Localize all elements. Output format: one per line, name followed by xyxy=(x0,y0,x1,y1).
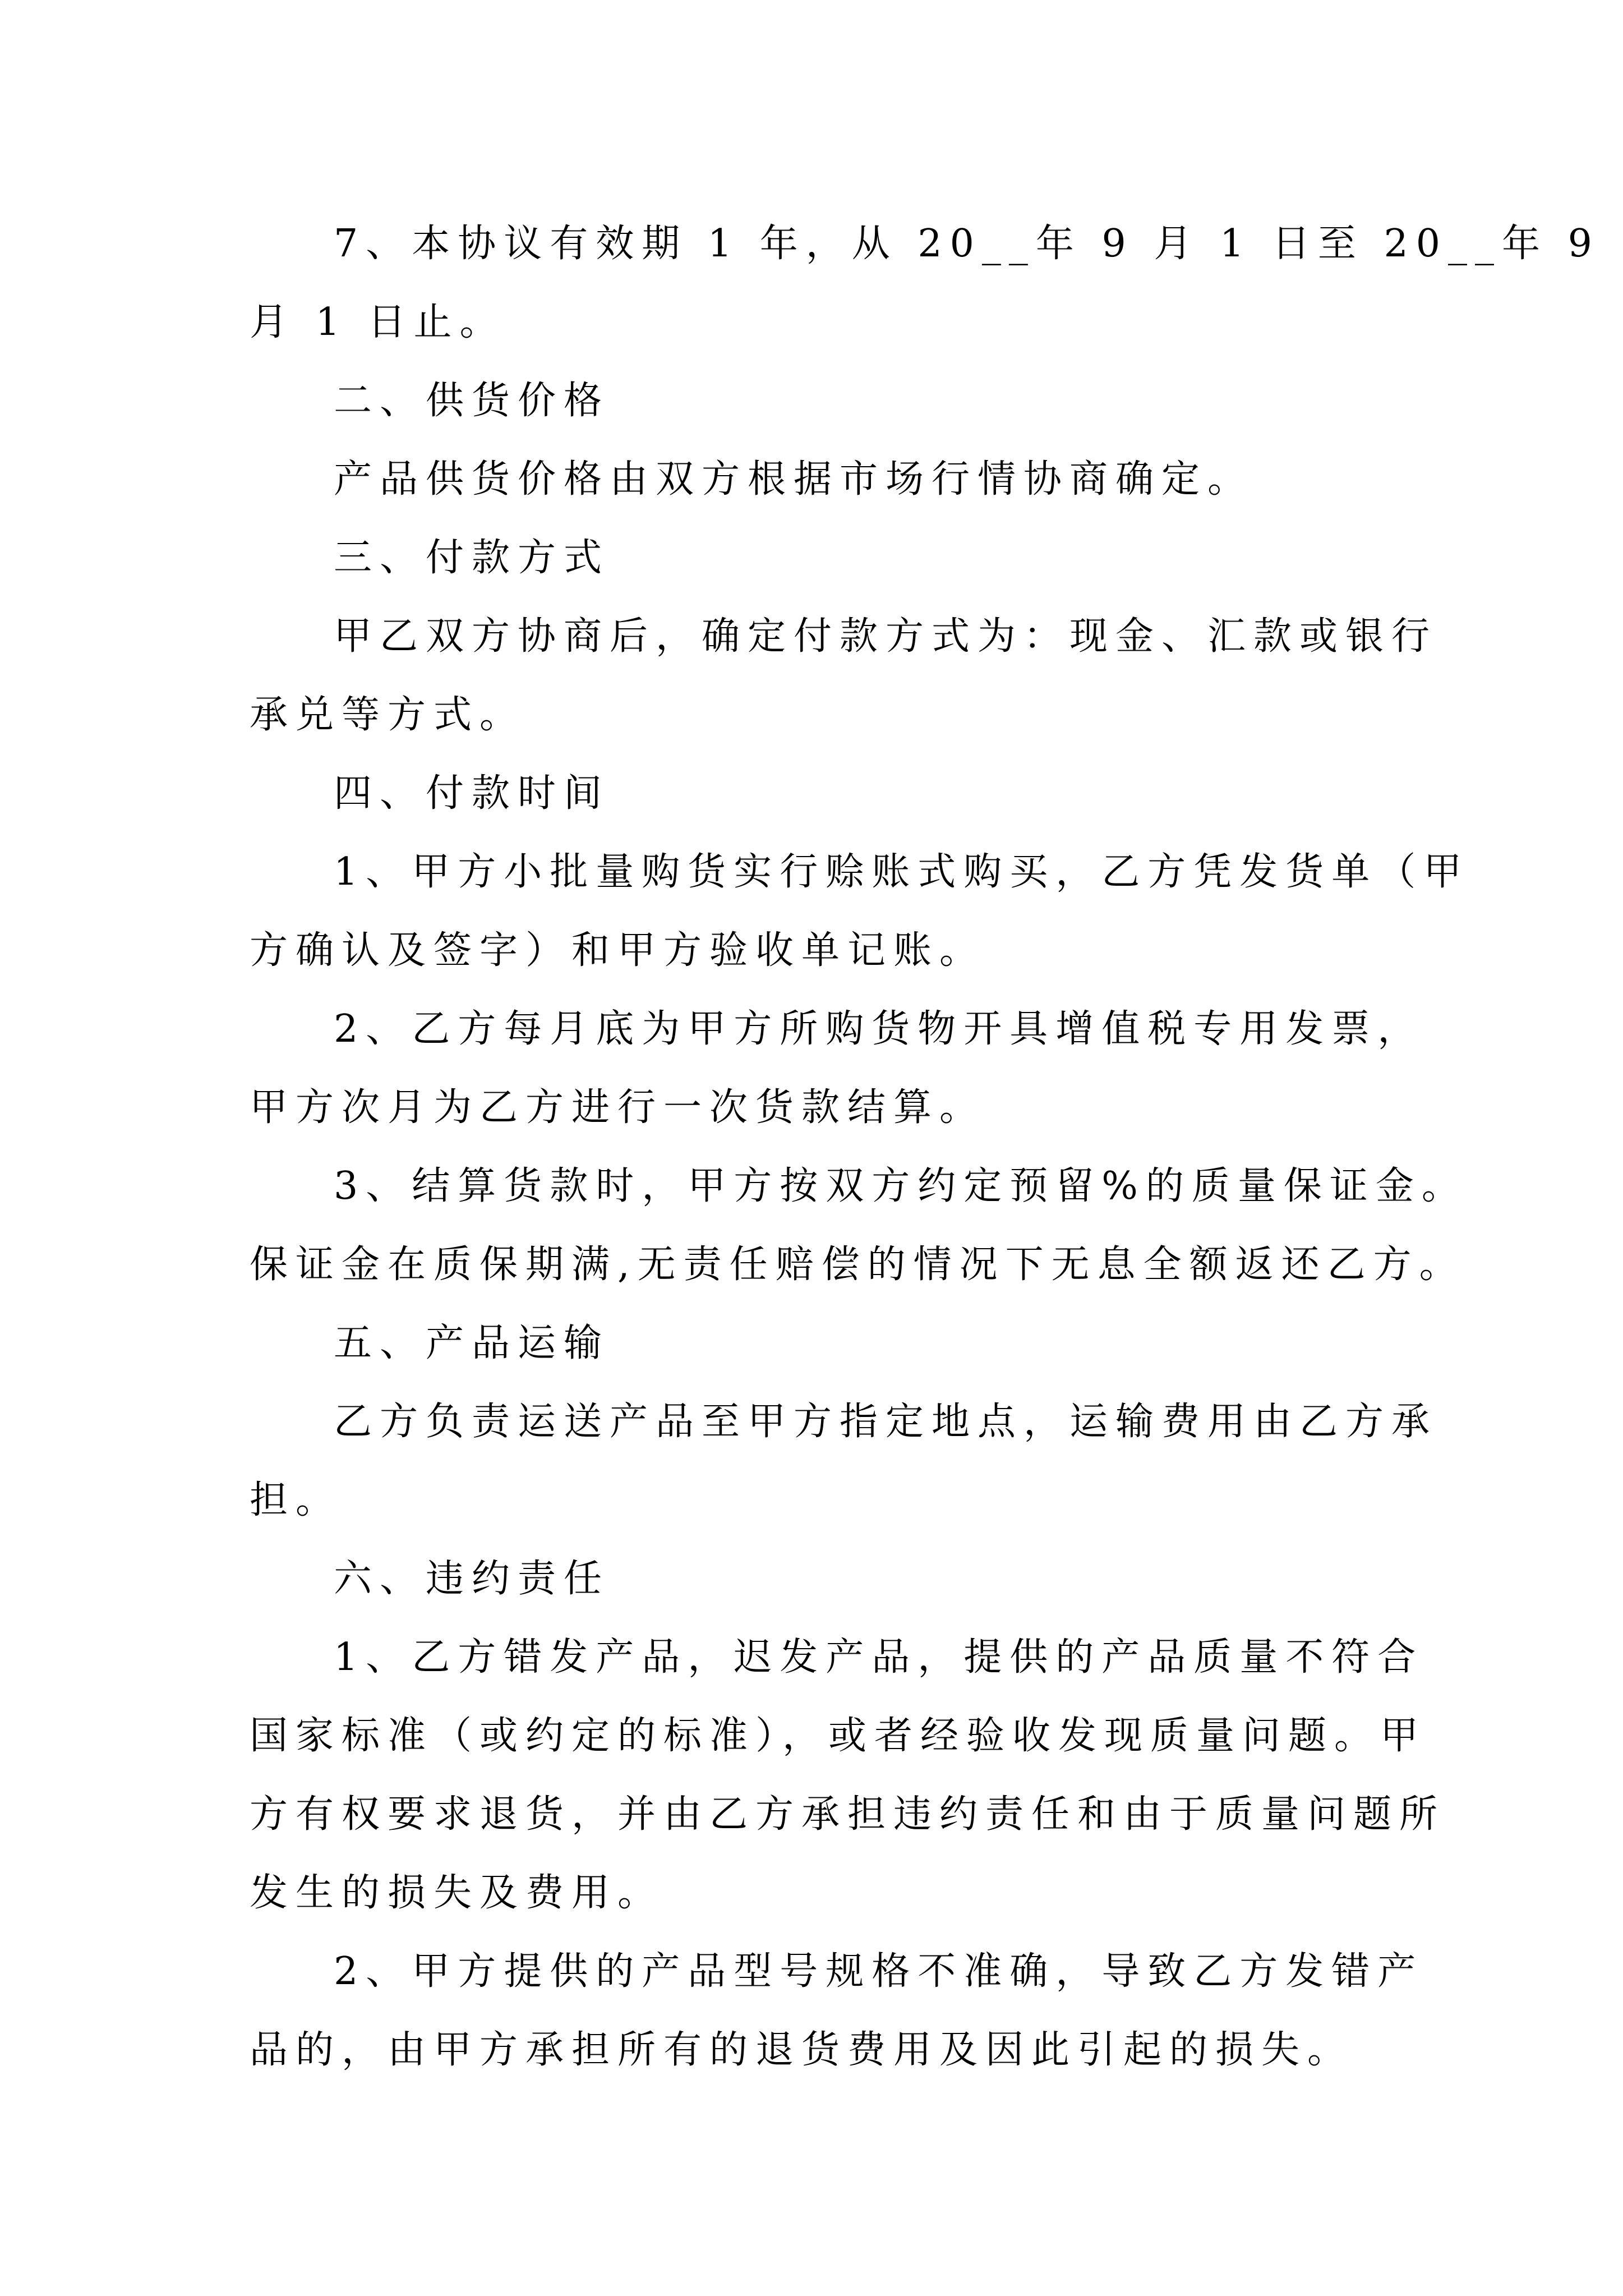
liability-item-1-line-1: 1、乙方错发产品，迟发产品，提供的产品质量不符合 xyxy=(334,1635,1424,1680)
clause-7-validity-line-1: 7、本协议有效期 1 年，从 20__年 9 月 1 日至 20__年 9 xyxy=(334,222,1600,266)
payment-method-paragraph-line-2: 承兑等方式。 xyxy=(250,693,526,737)
payment-time-item-1-line-2: 方确认及签字）和甲方验收单记账。 xyxy=(250,928,986,973)
payment-time-item-1-line-1: 1、甲方小批量购货实行赊账式购买，乙方凭发货单（甲 xyxy=(334,850,1470,894)
payment-time-item-3-line-2: 保证金在质保期满,无责任赔偿的情况下无息全额返还乙方。 xyxy=(250,1243,1465,1287)
liability-item-1-line-4: 发生的损失及费用。 xyxy=(250,1871,664,1915)
clause-7-validity-line-2: 月 1 日止。 xyxy=(250,300,506,344)
liability-item-1-line-2: 国家标准（或约定的标准），或者经验收发现质量问题。甲 xyxy=(250,1714,1427,1758)
payment-time-item-3-line-1: 3、结算货款时，甲方按双方约定预留%的质量保证金。 xyxy=(334,1164,1468,1208)
section-heading-liability: 六、违约责任 xyxy=(334,1557,610,1601)
payment-time-item-2-line-2: 甲方次月为乙方进行一次货款结算。 xyxy=(250,1085,986,1130)
section-heading-supply-price: 二、供货价格 xyxy=(334,379,610,423)
liability-item-2-line-1: 2、甲方提供的产品型号规格不准确，导致乙方发错产 xyxy=(334,1949,1424,1994)
transport-paragraph-line-2: 担。 xyxy=(250,1478,342,1522)
liability-item-1-line-3: 方有权要求退货，并由乙方承担违约责任和由于质量问题所 xyxy=(250,1792,1446,1837)
payment-method-paragraph-line-1: 甲乙双方协商后，确定付款方式为：现金、汇款或银行 xyxy=(334,614,1438,659)
section-heading-payment-time: 四、付款时间 xyxy=(334,771,610,816)
section-heading-transport: 五、产品运输 xyxy=(334,1321,610,1365)
payment-time-item-2-line-1: 2、乙方每月底为甲方所购货物开具增值税专用发票， xyxy=(334,1007,1424,1051)
transport-paragraph-line-1: 乙方负责运送产品至甲方指定地点，运输费用由乙方承 xyxy=(334,1400,1438,1444)
supply-price-paragraph: 产品供货价格由双方根据市场行情协商确定。 xyxy=(334,457,1254,501)
liability-item-2-line-2: 品的，由甲方承担所有的退货费用及因此引起的损失。 xyxy=(250,2028,1354,2072)
section-heading-payment-method: 三、付款方式 xyxy=(334,536,610,580)
